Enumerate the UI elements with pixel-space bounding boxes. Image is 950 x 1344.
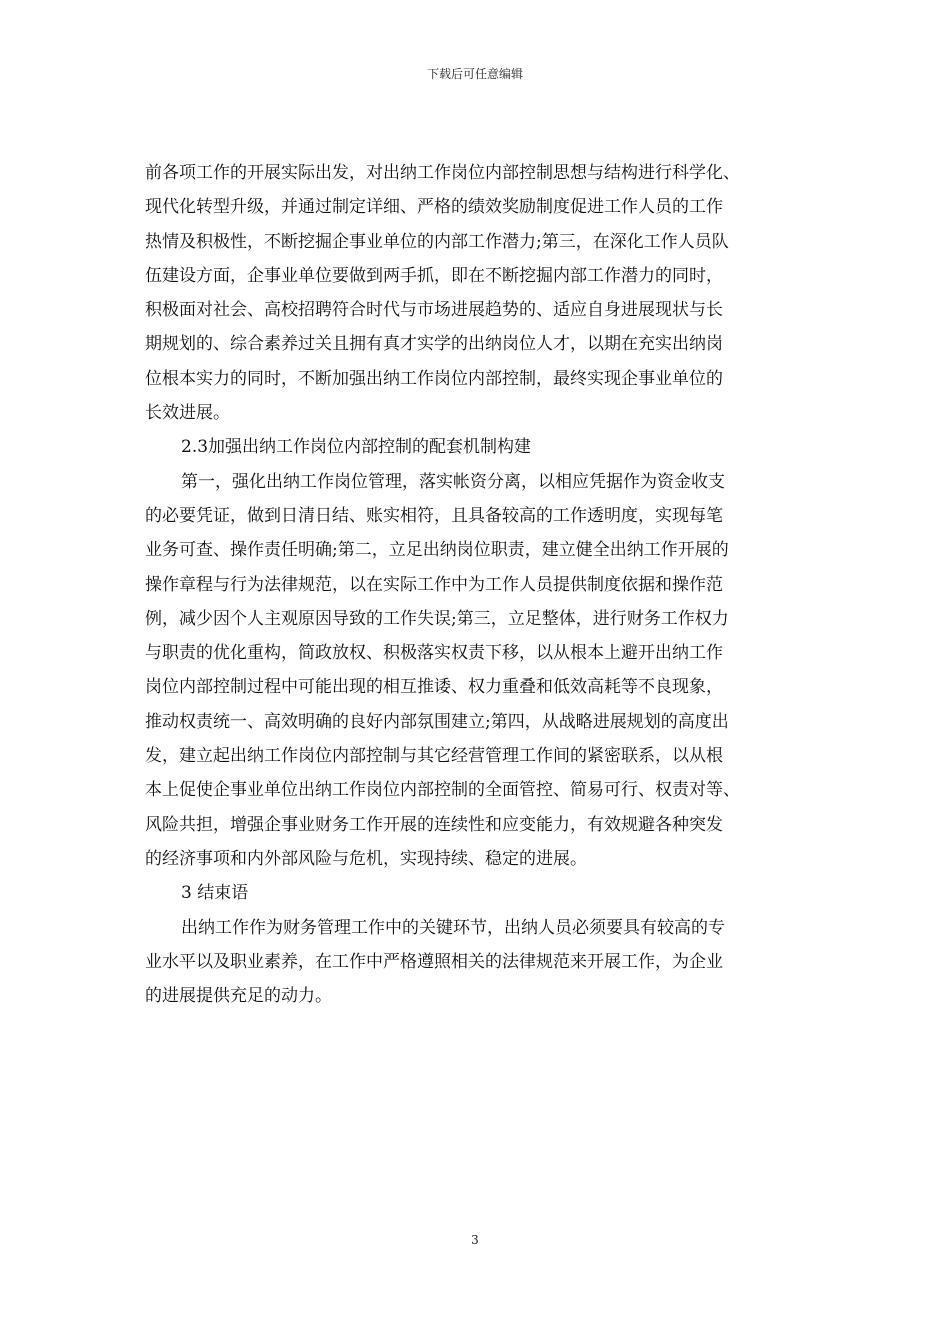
paragraph-line: 业务可查、操作责任明确;第二，立足出纳岗位职责，建立健全出纳工作开展的 bbox=[145, 540, 729, 561]
page-header-note: 下载后可任意编辑 bbox=[426, 67, 523, 81]
paragraph-line: 发，建立起出纳工作岗位内部控制与其它经营管理工作间的紧密联系，以从根 bbox=[145, 746, 723, 767]
paragraph-line: 热情及积极性，不断挖掘企事业单位的内部工作潜力;第三，在深化工作人员队 bbox=[145, 231, 729, 252]
paragraph-line: 期规划的、综合素养过关且拥有真才实学的出纳岗位人才，以期在充实出纳岗 bbox=[145, 334, 723, 355]
paragraph-line: 前各项工作的开展实际出发，对出纳工作岗位内部控制思想与结构进行科学化、 bbox=[145, 163, 740, 183]
paragraph-line: 的经济事项和内外部风险与危机，实现持续、稳定的进展。 bbox=[145, 848, 587, 869]
paragraph-line: 现代化转型升级，并通过制定详细、严格的绩效奖励制度促进工作人员的工作 bbox=[145, 197, 723, 218]
document-body bbox=[145, 156, 807, 1013]
paragraph-line: 位根本实力的同时，不断加强出纳工作岗位内部控制，最终实现企事业单位的 bbox=[145, 368, 723, 389]
paragraph-line: 的必要凭证，做到日清日结、账实相符，且具备较高的工作透明度，实现每笔 bbox=[145, 505, 723, 526]
paragraph-line: 的进展提供充足的动力。 bbox=[145, 986, 332, 1007]
paragraph-line: 例，减少因个人主观原因导致的工作失误;第三，立足整体，进行财务工作权力 bbox=[145, 608, 729, 629]
section-heading-2-3: 2.3加强出纳工作岗位内部控制的配套机制构建 bbox=[181, 437, 532, 458]
paragraph-line: 与职责的优化重构，简政放权、积极落实权责下移，以从根本上避开出纳工作 bbox=[145, 643, 723, 664]
paragraph-line: 推动权责统一、高效明确的良好内部氛围建立;第四，从战略进展规划的高度出 bbox=[145, 711, 729, 732]
paragraph-line: 伍建设方面，企事业单位要做到两手抓，即在不断挖掘内部工作潜力的同时， bbox=[145, 265, 723, 286]
paragraph-line: 积极面对社会、高校招聘符合时代与市场进展趋势的、适应自身进展现状与长 bbox=[145, 300, 723, 321]
paragraph-line: 业水平以及职业素养，在工作中严格遵照相关的法律规范来开展工作，为企业 bbox=[145, 951, 723, 972]
paragraph-line: 风险共担，增强企事业财务工作开展的连续性和应变能力，有效规避各种突发 bbox=[145, 814, 723, 835]
paragraph-line: 出纳工作作为财务管理工作中的关键环节，出纳人员必须要具有较高的专 bbox=[181, 917, 725, 938]
page-number: 3 bbox=[471, 1233, 479, 1247]
section-heading-3: 3 结束语 bbox=[181, 883, 249, 904]
paragraph-line: 本上促使企事业单位出纳工作岗位内部控制的全面管控、简易可行、权责对等、 bbox=[145, 780, 740, 801]
paragraph-line: 第一，强化出纳工作岗位管理，落实帐资分离，以相应凭据作为资金收支 bbox=[181, 471, 725, 492]
paragraph-line: 岗位内部控制过程中可能出现的相互推诿、权力重叠和低效高耗等不良现象， bbox=[145, 677, 723, 698]
paragraph-line: 长效进展。 bbox=[145, 403, 230, 424]
paragraph-line: 操作章程与行为法律规范，以在实际工作中为工作人员提供制度依据和操作范 bbox=[145, 574, 723, 595]
